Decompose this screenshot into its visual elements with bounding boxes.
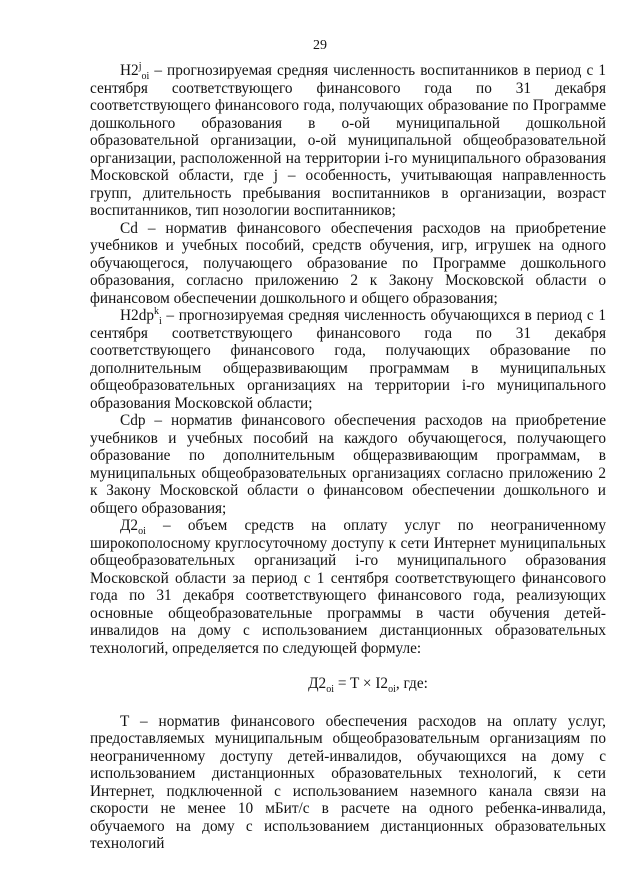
- term-base: Д2: [120, 517, 139, 534]
- paragraph-text: – прогнозируемая средняя численность воспитанников в период с 1 сентября соответствующего финансового года по 31 декабря соответствующего финансового года, получающих образование по Программе дошкольного образования в о-ой муниципальной дошкольной образовательной организации, о-ой муниципальной общеобразовательной организации, расположенной на территории i-го муниципального образования Московской области, где j – особенность, учитывающая направленность групп, длительность пребывания воспитанников в организации, возраст воспитанников, тип нозологии воспитанников;: [90, 62, 606, 219]
- formula: [90, 675, 606, 696]
- formula-tail: , где:: [395, 675, 428, 692]
- paragraph-text: – норматив финансового обеспечения расходов на приобретение учебников и учебных пособий, средств обучения, игр, игрушек на одного обучающегося, получающего образование по Программе дошкольного образования, согласно приложению 2 к Закону Московской области о финансовом обеспечении дошкольного и общего образования;: [90, 219, 606, 307]
- term-h2dpi: [120, 305, 162, 328]
- paragraph-d2oi: [90, 517, 606, 657]
- page-number: 29: [313, 38, 327, 53]
- paragraph-h2dpi: [90, 307, 606, 412]
- term-subscript: i: [159, 316, 162, 328]
- page-content: [90, 62, 606, 853]
- paragraph-text: – норматив финансового обеспечения расходов на оплату услуг, предоставляемых муниципальным общеобразовательным организациям по неограниченному доступу детей-инвалидов, обучающихся на дому с использованием дистанционных образовательных технологий, к сети Интернет, подключенной с использованием наземного канала связи на скорости не менее 10 мБит/с в расчете на одного ребенка-инвалида, обучаемого на дому с использованием дистанционных образовательных технологий: [90, 712, 606, 852]
- term-base: Н2: [120, 62, 139, 79]
- paragraph-t: [90, 713, 606, 853]
- formula-lhs-subscript: oi: [326, 684, 334, 696]
- paragraph-text: – норматив финансового обеспечения расходов на приобретение учебников и учебных пособий на каждого обучающегося, получающего образование по дополнительным общеразвивающим программам, в муниципальных общеобразовательных организациях согласно приложению 2 к Закону Московской области о финансовом обеспечении дошкольного и общего образования;: [90, 412, 606, 517]
- formula-rhs-subscript: oi: [388, 684, 396, 696]
- term-superscript: j: [138, 60, 142, 72]
- term-subscript: oi: [138, 526, 146, 538]
- paragraph-text: – прогнозируемая средняя численность обучающихся в период с 1 сентября соответствующего финансового года по 31 декабря соответствующего финансового года, получающих образование по дополнительным общеразвивающим программам в муниципальных общеобразовательных организациях на территории i-го муниципального образования Московской области;: [90, 307, 606, 412]
- paragraph-cd: [90, 220, 606, 308]
- term-d2oi: [120, 517, 146, 538]
- term-cd: Cd: [120, 219, 138, 237]
- term-superscript: k: [154, 305, 159, 317]
- term-t: T: [120, 712, 130, 730]
- term-subscript: oi: [141, 71, 150, 83]
- paragraph-text: – объем средств на оплату услуг по неограниченному широкополосному круглосуточному доступу к сети Интернет муниципальных общеобразовательных организаций i-го муниципального образования Московской области за период с 1 сентября соответствующего финансового года по 31 декабря соответствующего финансового года, реализующих основные общеобразовательные программы в части обучения детей-инвалидов на дому с использованием дистанционных образовательных технологий, определяется по следующей формуле:: [90, 517, 606, 657]
- term-cdp: Cdp: [120, 412, 146, 429]
- term-base: H2dp: [120, 307, 154, 324]
- paragraph-h2oi: [90, 62, 606, 220]
- formula-middle: = T × I2: [334, 675, 389, 692]
- paragraph-cdp: [90, 412, 606, 517]
- term-h2oi: [120, 60, 150, 83]
- formula-lhs: Д2: [308, 675, 327, 692]
